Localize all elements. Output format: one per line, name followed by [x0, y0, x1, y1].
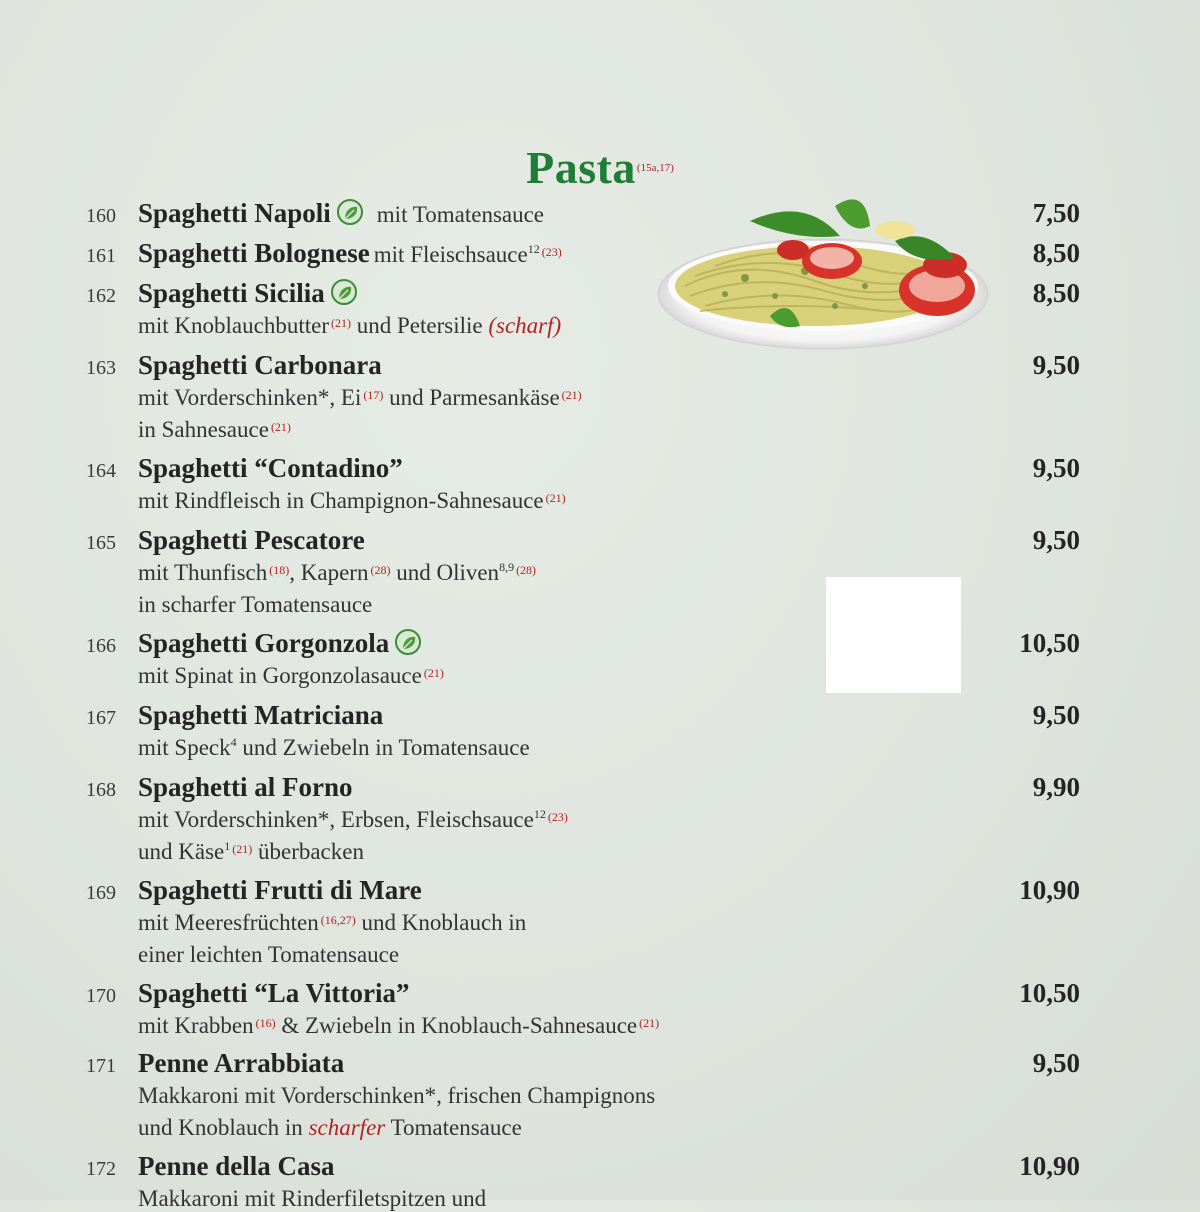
item-price: 8,50 [1032, 238, 1080, 268]
item-price: 9,50 [1032, 700, 1080, 730]
item-price: 10,90 [1019, 875, 1080, 905]
item-name: Spaghetti “La Vittoria” [138, 978, 410, 1008]
item-description: Makkaroni mit Vorderschinken*, frischen Champignons [138, 1083, 656, 1108]
item-price: 9,50 [1032, 350, 1080, 380]
item-description: und Knoblauch in scharfer Tomatensauce [138, 1115, 522, 1140]
item-description: Makkaroni mit Rinderfiletspitzen und [138, 1186, 487, 1211]
item-price: 9,50 [1032, 453, 1080, 483]
item-description: mit Knoblauchbutter $^{(21)}$ und Petersilie (scharf) [138, 313, 562, 338]
item-description: mit Rindfleisch in Champignon-Sahnesauce $^{(21)}$ [138, 488, 566, 513]
item-name: Spaghetti Frutti di Mare [138, 875, 422, 905]
item-price: 8,50 [1032, 278, 1080, 308]
item-name: Spaghetti Matriciana [138, 700, 384, 730]
item-name: Spaghetti Bolognese [138, 238, 370, 268]
blank-image-placeholder [826, 577, 961, 693]
leaf-icon [331, 279, 357, 305]
item-price: 10,90 [1019, 1151, 1080, 1181]
item-number: 160 [86, 205, 116, 227]
item-description: mit Speck$^4$ und Zwiebeln in Tomatensauce [138, 735, 530, 760]
item-number: 170 [86, 985, 116, 1007]
item-name: Spaghetti al Forno [138, 772, 353, 802]
item-description: in Sahnesauce $^{(21)}$ [138, 417, 291, 442]
item-description: mit Vorderschinken*, Ei $^{(17)}$ und Parmesankäse $^{(21)}$ [138, 385, 582, 410]
item-description: mit Vorderschinken*, Erbsen, Fleischsauce$^{12}$ $^{(23)}$ [138, 807, 568, 832]
item-description: mit Spinat in Gorgonzolasauce $^{(21)}$ [138, 663, 444, 688]
item-number: 165 [86, 532, 116, 554]
additive-ref: 12 [527, 242, 540, 256]
item-name: Spaghetti Carbonara [138, 350, 382, 380]
item-description: mit Meeresfrüchten $^{(16,27)}$ und Knoblauch in [138, 910, 527, 935]
item-name: Spaghetti Gorgonzola [138, 628, 390, 658]
item-name: Spaghetti Napoli [138, 198, 331, 228]
section-title-text: Pasta [526, 142, 636, 193]
item-description: mit Thunfisch $^{(18)}$, Kapern $^{(28)}$ und Oliven$^{8,9}$ $^{(28)}$ [138, 560, 537, 585]
hot-label: scharfer [308, 1115, 386, 1140]
item-description: mit Fleischsauce [373, 242, 528, 267]
item-description: einer leichten Tomatensauce [138, 942, 400, 967]
item-description: mit Tomatensauce [376, 202, 545, 227]
item-number: 169 [86, 882, 116, 904]
item-name: Penne della Casa [138, 1151, 335, 1181]
item-number: 168 [86, 779, 116, 801]
pasta-dish-image [655, 186, 1000, 366]
item-name: Spaghetti “Contadino” [138, 453, 403, 483]
item-price: 9,50 [1032, 1048, 1080, 1078]
item-number: 172 [86, 1158, 116, 1180]
allergen-ref: (23) [541, 245, 562, 259]
item-description: in scharfer Tomatensauce [138, 592, 373, 617]
item-number: 171 [86, 1055, 116, 1077]
hot-label: (scharf) [488, 313, 562, 338]
item-price: 7,50 [1032, 198, 1080, 228]
item-name: Spaghetti Pescatore [138, 525, 365, 555]
item-number: 161 [86, 245, 116, 267]
section-title [0, 141, 1200, 194]
item-number: 166 [86, 635, 116, 657]
item-price: 9,50 [1032, 525, 1080, 555]
item-description: mit Krabben $^{(16)}$ & Zwiebeln in Knoblauch-Sahnesauce $^{(21)}$ [138, 1013, 660, 1038]
section-title-allergens: (15a,17) [636, 162, 674, 174]
item-price: 9,90 [1032, 772, 1080, 802]
item-name: Spaghetti Sicilia [138, 278, 325, 308]
item-price: 10,50 [1019, 978, 1080, 1008]
item-number: 167 [86, 707, 116, 729]
item-price: 10,50 [1019, 628, 1080, 658]
item-description: und Käse$^1$ $^{(21)}$ überbacken [138, 839, 364, 864]
leaf-icon [395, 629, 421, 655]
item-number: 162 [86, 285, 116, 307]
leaf-icon [337, 199, 363, 225]
item-number: 163 [86, 357, 116, 379]
item-name: Penne Arrabbiata [138, 1048, 345, 1078]
item-number: 164 [86, 460, 116, 482]
